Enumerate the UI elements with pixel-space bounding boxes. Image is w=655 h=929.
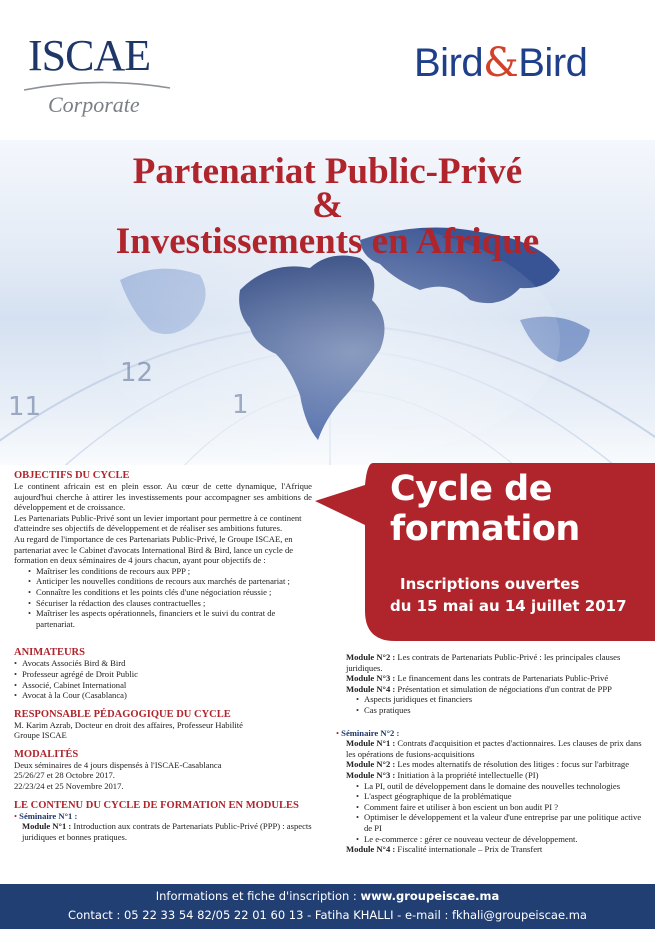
list-item: • Maîtriser les conditions de recours aux PPP ; (28, 566, 312, 577)
objectifs-p1: Le continent africain est en plein essor. Au cœur de cette dynamique, l'Afrique aujourd'hui cherche à attirer les investissements pour accompagner ses ambitions de développement et de croissance. (14, 481, 312, 513)
s2-module-4 (346, 844, 644, 855)
footer-contact-prefix: Contact : (68, 908, 124, 922)
list-item: • Avocats Associés Bird & Bird (14, 658, 312, 669)
objectifs-p3: Au regard de l'importance de ces Partenariats Public-Privé, le Groupe ISCAE, en partenariat avec le Cabinet d'avocats International Bird & Bird, lance un cycle de formation en deux séminaires de 4 jours chacun, ayant pour objectifs de : (14, 533, 294, 566)
s2-module-4-text: Fiscalité internationale – Prix de Transfert (395, 844, 543, 855)
modalites-heading: MODALITÉS (14, 748, 79, 760)
bird-and-bird-logo (414, 40, 587, 86)
footer-phones: 05 22 33 54 82/05 22 01 60 13 (123, 908, 304, 922)
animateurs-list (14, 658, 312, 700)
list-item: • Aspects juridiques et financiers (356, 694, 644, 705)
list-item: • Comment faire et utiliser à bon escient un bon audit PI ? (356, 802, 644, 813)
objectifs-p2: Les Partenariats Public-Privé sont un levier important pour permettre à ce continent d'atteindre ses objectifs de développement et de réaliser ses ambitions futures. (14, 512, 302, 534)
contenu-section (14, 800, 312, 843)
s2-module-2-label: Module N°2 : (346, 759, 396, 770)
s1-module-4-text: Présentation et simulation de négociations d'un contrat de PPP (395, 683, 612, 694)
seminaire-1-label: • Séminaire N°1 : (14, 810, 78, 821)
s2-module-3-list (342, 781, 644, 845)
objectifs-list (14, 566, 312, 630)
iscae-logo-text: ISCAE (28, 31, 151, 80)
s1-module-3-label: Module N°3 : (346, 673, 396, 684)
s1-module-4-label: Module N°4 : (346, 683, 396, 694)
footer-info-line (0, 889, 655, 903)
seminaire-2-title: Séminaire N°2 : (341, 727, 400, 738)
s1-module-1 (14, 821, 312, 842)
s2-module-4-label: Module N°4 : (346, 844, 396, 855)
animateurs-section (14, 647, 312, 700)
hero-banner (0, 140, 655, 465)
s1-module-3 (346, 673, 644, 684)
s2-module-3-text: Initiation à la propriété intellectuelle (PI) (395, 769, 539, 780)
list-item: • Cas pratiques (356, 705, 644, 716)
iscae-corporate-text: Corporate (48, 92, 140, 117)
seminaire-2-label: • Séminaire N°2 : (336, 727, 400, 738)
bird-logo-right: Bird (518, 41, 588, 85)
iscae-corporate-logo (22, 30, 172, 120)
footer-contact-line (0, 908, 655, 922)
list-item: • Avocat à la Cour (Casablanca) (14, 690, 312, 701)
list-item: • La PI, outil de développement dans le domaine des nouvelles technologies (356, 781, 644, 792)
s1-module-2 (346, 652, 644, 673)
modalites-section (14, 749, 312, 792)
banner-subtitle (390, 573, 627, 617)
s1-module-4-list (342, 694, 644, 715)
clock-number-11: 11 (8, 392, 42, 422)
s1-module-2-label: Module N°2 : (346, 652, 396, 662)
clock-number-1: 1 (232, 390, 249, 420)
s1-module-1-text: Introduction aux contrats de Partenariats Public-Privé (PPP) : aspects juridiques et bonnes pratiques. (22, 821, 312, 842)
s1-module-2-text: Les contrats de Partenariats Public-Privé : les principales clauses juridiques. (346, 652, 621, 673)
s2-module-3-label: Module N°3 : (346, 769, 396, 780)
bird-logo-ampersand: & (483, 40, 519, 86)
cycle-formation-banner (315, 463, 655, 641)
s1-module-1-label: Module N°1 : (22, 821, 72, 832)
left-column (14, 470, 312, 850)
clock-number-12: 12 (120, 358, 154, 388)
list-item: • Optimiser le développement et la valeur d'une entreprise par une politique active de PI (356, 812, 644, 833)
right-column (336, 652, 644, 855)
banner-title (390, 469, 580, 549)
animateurs-heading: ANIMATEURS (14, 647, 85, 659)
responsable-section (14, 709, 312, 741)
footer-bar (0, 884, 655, 929)
objectifs-section (14, 470, 312, 629)
list-item: • Maîtriser les aspects opérationnels, financiers et le suivi du contrat de partenariat. (28, 608, 312, 629)
modalites-line1: Deux séminaires de 4 jours dispensés à l'ISCAE-Casablanca (14, 759, 222, 770)
s2-module-2 (346, 759, 644, 770)
responsable-heading: RESPONSABLE PÉDAGOGIQUE DU CYCLE (14, 708, 231, 720)
list-item: • Le e-commerce : gérer ce nouveau vecteur de développement. (356, 834, 644, 845)
list-item: • Anticiper les nouvelles conditions de recours aux marchés de partenariat ; (28, 576, 312, 587)
banner-sub-line2: du 15 mai au 14 juillet 2017 (390, 597, 627, 615)
banner-title-line1: Cycle de (390, 469, 552, 509)
bird-logo-left: Bird (414, 41, 484, 85)
modalites-line2: 25/26/27 et 28 Octobre 2017. (14, 770, 115, 781)
footer-info-prefix: Informations et fiche d'inscription : (155, 889, 361, 903)
s1-module-3-text: Le financement dans les contrats de Partenariats Public-Privé (395, 673, 609, 684)
banner-sub-line1: Inscriptions ouvertes (400, 575, 580, 593)
banner-title-line2: formation (390, 509, 580, 549)
hero-title-ampersand: & (312, 185, 343, 226)
seminaire-1-title: Séminaire N°1 : (19, 810, 78, 821)
s2-module-1-label: Module N°1 : (346, 738, 396, 749)
hero-title-line2: Investissements en Afrique (115, 221, 540, 262)
footer-email-prefix: - e-mail : (393, 908, 452, 922)
footer-email-link[interactable]: fkhali@groupeiscae.ma (452, 908, 587, 922)
objectifs-heading: OBJECTIFS DU CYCLE (14, 470, 130, 481)
hero-title-line1: Partenariat Public-Privé (132, 151, 523, 192)
s2-module-1-text: Contrats d'acquisition et pactes d'actionnaires. Les clauses de prix dans les opérations de fusions-acquisitions (346, 738, 642, 759)
s2-module-3 (346, 770, 644, 781)
list-item: • L'aspect géographique de la problématique (356, 791, 644, 802)
list-item: • Sécuriser la rédaction des clauses contractuelles ; (28, 598, 312, 609)
footer-website-link[interactable]: www.groupeiscae.ma (360, 889, 500, 903)
list-item: • Associé, Cabinet International (14, 680, 312, 691)
s2-module-2-text: Les modes alternatifs de résolution des litiges : focus sur l'arbitrage (395, 759, 630, 770)
footer-contact-name: Fatiha KHALLI (314, 908, 394, 922)
modalites-line3: 22/23/24 et 25 Novembre 2017. (14, 781, 124, 792)
list-item: • Professeur agrégé de Droit Public (14, 669, 312, 680)
responsable-line2: Groupe ISCAE (14, 730, 67, 741)
footer-separator: - (303, 908, 315, 922)
s2-module-1 (346, 738, 644, 759)
list-item: • Connaître les conditions et les points clés d'une négociation réussie ; (28, 587, 312, 598)
responsable-line1: M. Karim Azrab, Docteur en droit des affaires, Professeur Habilité (14, 719, 243, 730)
s1-module-4 (346, 684, 644, 695)
contenu-heading: LE CONTENU DU CYCLE DE FORMATION EN MODULES (14, 799, 299, 811)
